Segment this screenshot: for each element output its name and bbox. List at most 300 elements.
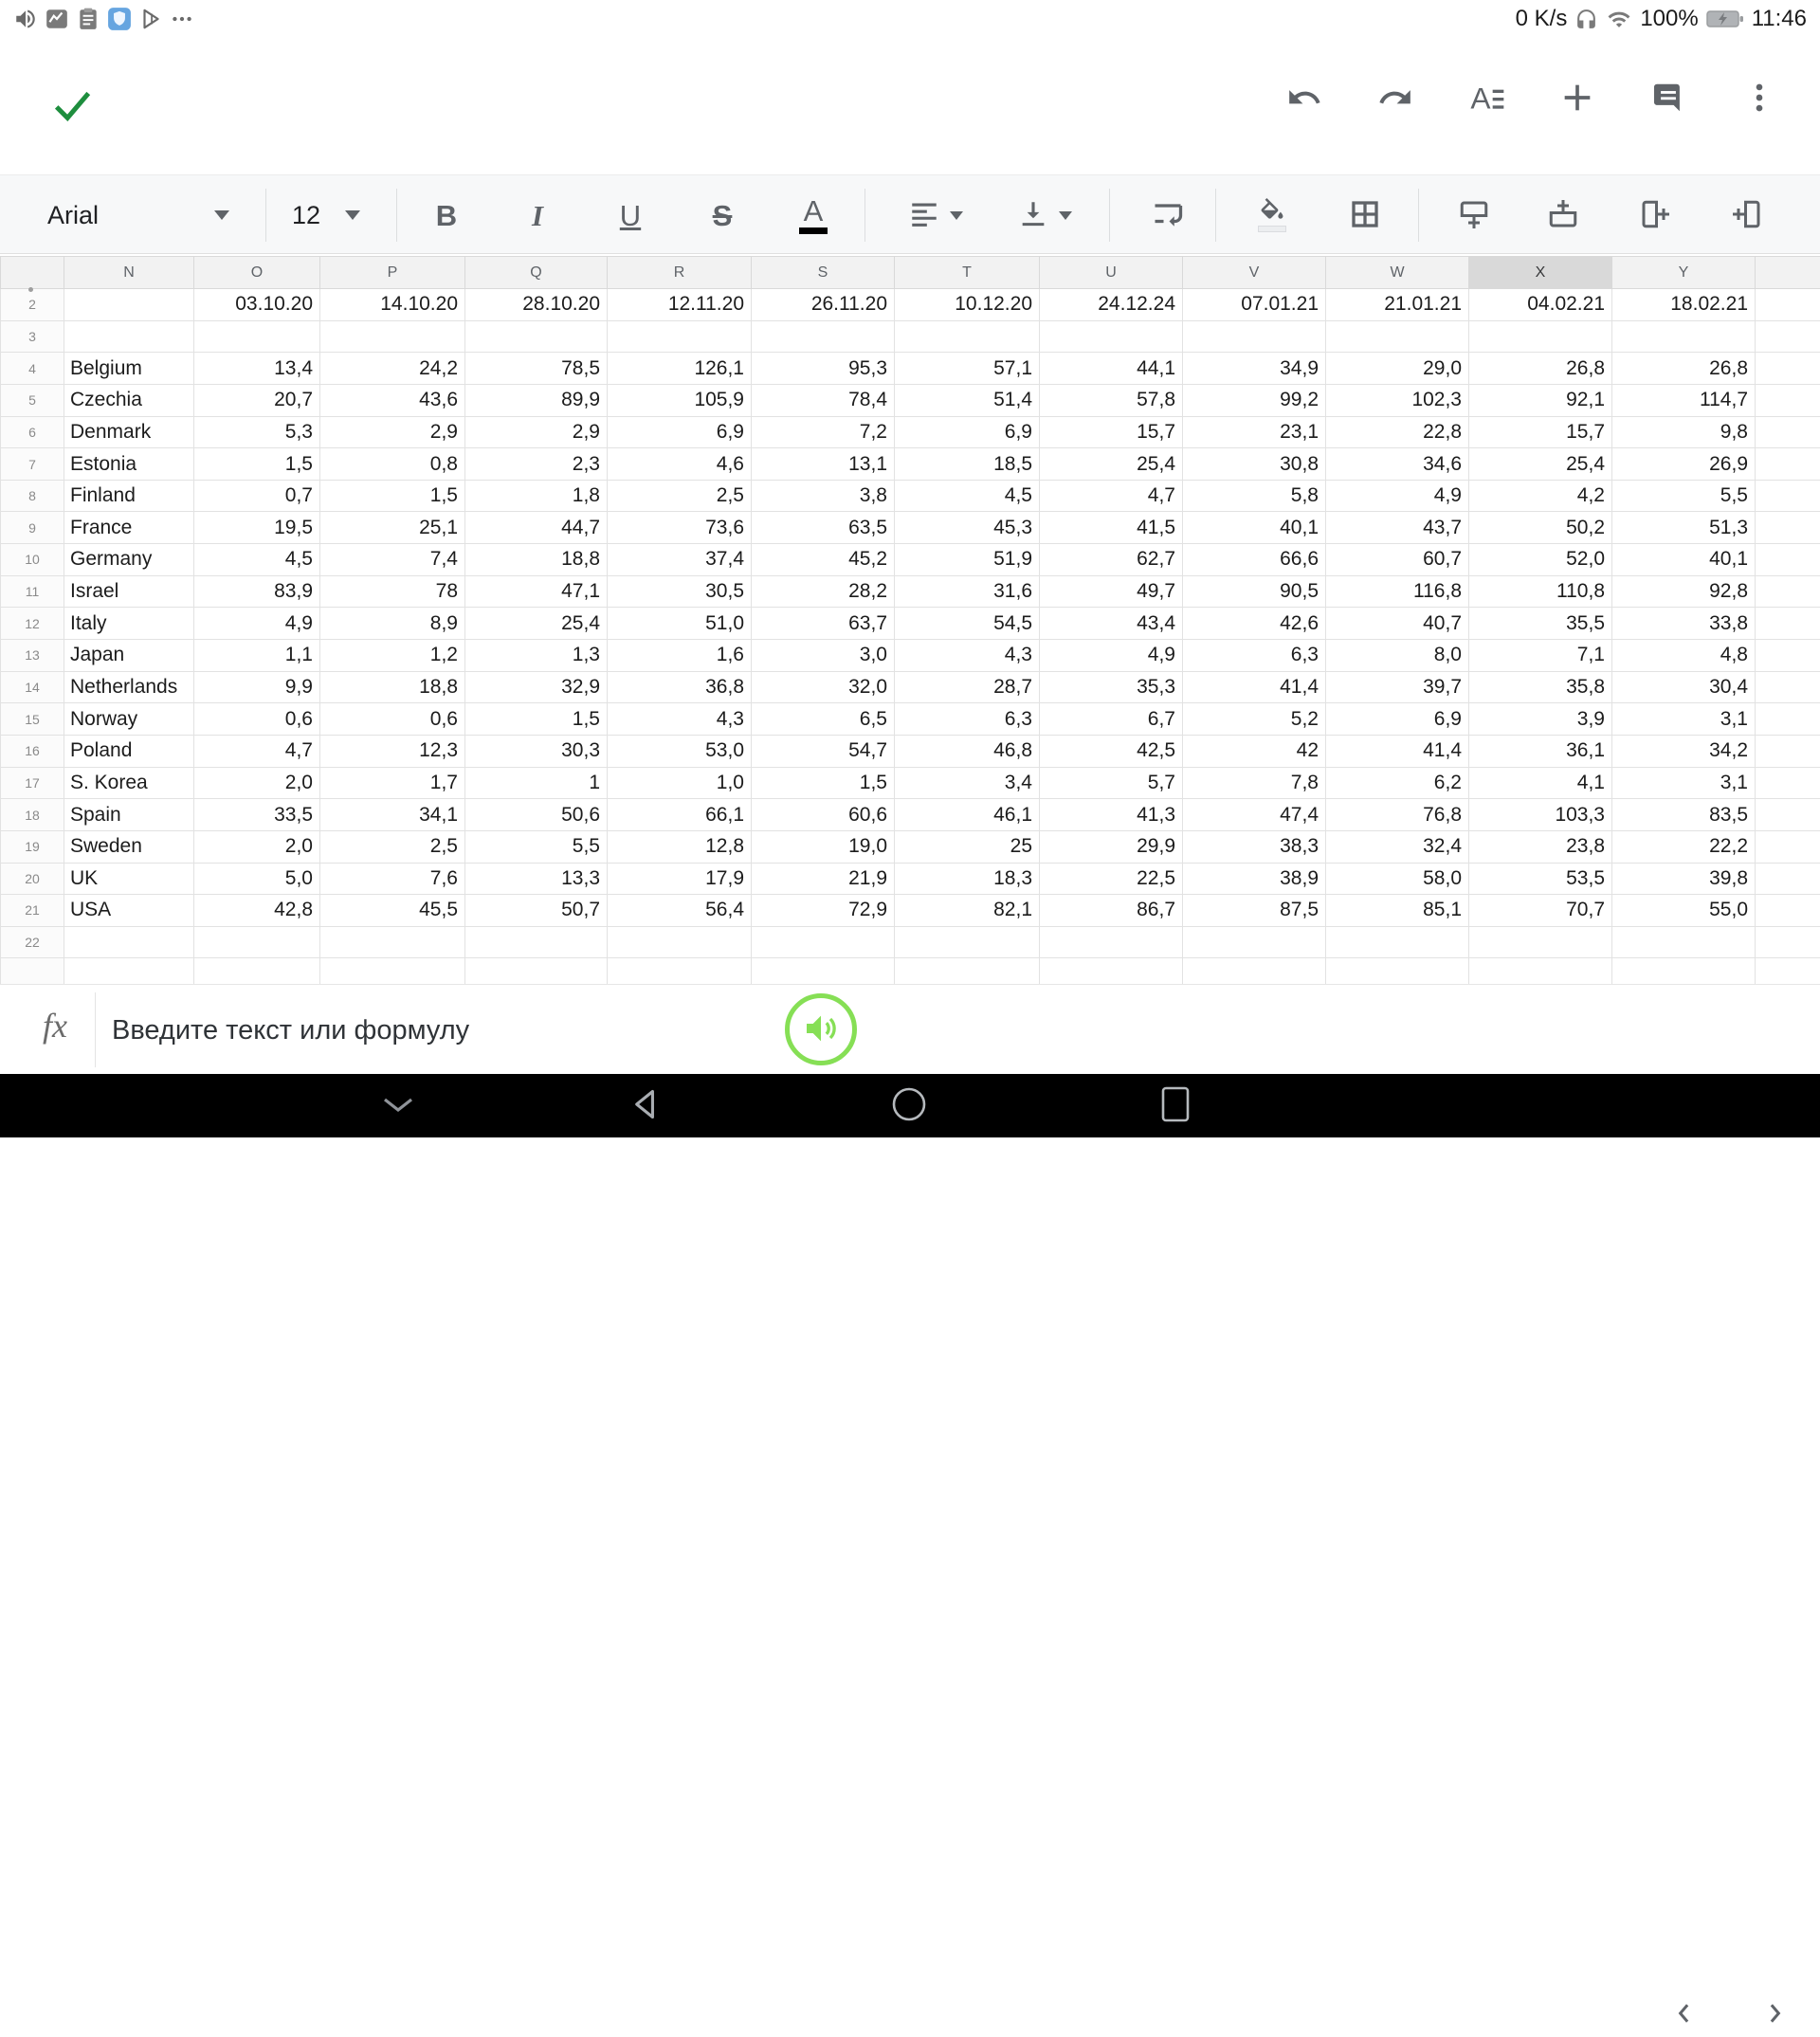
cell[interactable]: 50,6	[465, 799, 608, 831]
cell[interactable]	[1183, 926, 1326, 958]
cell[interactable]: 1,5	[465, 703, 608, 736]
cell[interactable]: 9,9	[194, 671, 320, 703]
cell[interactable]	[1326, 320, 1469, 353]
borders-button[interactable]	[1342, 192, 1388, 238]
cell[interactable]: 7,1	[1469, 640, 1612, 672]
row-header-22[interactable]: 22	[1, 926, 64, 958]
cell[interactable]	[895, 320, 1040, 353]
cell[interactable]: 3,1	[1612, 703, 1756, 736]
cell[interactable]: 1,5	[194, 448, 320, 481]
cell[interactable]: 13,1	[752, 448, 895, 481]
cell[interactable]: 26,8	[1469, 353, 1612, 385]
cell[interactable]	[1756, 608, 1820, 640]
cell[interactable]	[752, 926, 895, 958]
cell[interactable]: 58,0	[1326, 863, 1469, 895]
cell[interactable]: 10.12.20	[895, 289, 1040, 321]
cell[interactable]: 12.11.20	[608, 289, 752, 321]
fill-color-button[interactable]	[1249, 192, 1295, 238]
column-header-P[interactable]: P	[320, 257, 465, 289]
cell[interactable]: 43,7	[1326, 512, 1469, 544]
align-button[interactable]	[892, 192, 979, 238]
cell[interactable]	[1612, 320, 1756, 353]
cell[interactable]	[608, 958, 752, 984]
cell[interactable]: 7,2	[752, 416, 895, 448]
cell[interactable]: 40,7	[1326, 608, 1469, 640]
cell[interactable]: 29,9	[1040, 830, 1183, 863]
cell[interactable]: 15,7	[1469, 416, 1612, 448]
cell[interactable]	[1756, 353, 1820, 385]
cell[interactable]: 34,2	[1612, 735, 1756, 767]
cell[interactable]: 92,8	[1612, 575, 1756, 608]
cell[interactable]: 4,8	[1612, 640, 1756, 672]
column-header-T[interactable]: T	[895, 257, 1040, 289]
cell[interactable]: 1,0	[608, 767, 752, 799]
cell[interactable]	[1756, 863, 1820, 895]
cell[interactable]: 6,7	[1040, 703, 1183, 736]
cell[interactable]: 6,9	[608, 416, 752, 448]
cell[interactable]	[465, 320, 608, 353]
cell[interactable]: 73,6	[608, 512, 752, 544]
cell[interactable]: 87,5	[1183, 895, 1326, 927]
cell[interactable]: 7,8	[1183, 767, 1326, 799]
cell[interactable]: 37,4	[608, 544, 752, 576]
insert-column-right-button[interactable]	[1724, 192, 1770, 238]
cell[interactable]: 24.12.24	[1040, 289, 1183, 321]
cell[interactable]: 90,5	[1183, 575, 1326, 608]
cell[interactable]: 2,5	[608, 480, 752, 512]
cell[interactable]	[64, 926, 194, 958]
cell[interactable]	[1183, 958, 1326, 984]
cell[interactable]: 1,3	[465, 640, 608, 672]
cell[interactable]: 63,7	[752, 608, 895, 640]
cell[interactable]: S. Korea	[64, 767, 194, 799]
cell[interactable]: 3,8	[752, 480, 895, 512]
row-header-19[interactable]: 19	[1, 830, 64, 863]
cell[interactable]: 6,3	[895, 703, 1040, 736]
cell[interactable]	[752, 958, 895, 984]
cell[interactable]: 8,9	[320, 608, 465, 640]
cell[interactable]	[1469, 320, 1612, 353]
cell[interactable]: 2,0	[194, 830, 320, 863]
cell[interactable]: 5,5	[465, 830, 608, 863]
cell[interactable]	[1756, 926, 1820, 958]
row-header-2[interactable]: 2	[1, 289, 64, 321]
cell[interactable]: 5,3	[194, 416, 320, 448]
cell[interactable]: 45,5	[320, 895, 465, 927]
cell[interactable]: 47,4	[1183, 799, 1326, 831]
row-header-8[interactable]: 8	[1, 480, 64, 512]
cell[interactable]: Italy	[64, 608, 194, 640]
cell[interactable]: 23,1	[1183, 416, 1326, 448]
cell[interactable]: 12,3	[320, 735, 465, 767]
cell[interactable]: 39,8	[1612, 863, 1756, 895]
cell[interactable]: 4,9	[1326, 480, 1469, 512]
cell[interactable]	[1756, 512, 1820, 544]
cell[interactable]: Czechia	[64, 384, 194, 416]
cell[interactable]	[64, 289, 194, 321]
cell[interactable]: 28,7	[895, 671, 1040, 703]
cell[interactable]: 9,8	[1612, 416, 1756, 448]
cell[interactable]: 49,7	[1040, 575, 1183, 608]
cell[interactable]: 116,8	[1326, 575, 1469, 608]
cell[interactable]: 78	[320, 575, 465, 608]
cell[interactable]: 0,7	[194, 480, 320, 512]
font-family-selector[interactable]	[38, 192, 239, 238]
back-button[interactable]	[609, 1074, 684, 1137]
insert-row-above-button[interactable]	[1540, 192, 1586, 238]
cell[interactable]: 4,3	[608, 703, 752, 736]
cell[interactable]: 76,8	[1326, 799, 1469, 831]
column-header-Q[interactable]: Q	[465, 257, 608, 289]
cell[interactable]: Denmark	[64, 416, 194, 448]
cell[interactable]: 13,4	[194, 353, 320, 385]
cell[interactable]: 42,6	[1183, 608, 1326, 640]
cell[interactable]: 28,2	[752, 575, 895, 608]
cell[interactable]: 54,7	[752, 735, 895, 767]
cell[interactable]: 102,3	[1326, 384, 1469, 416]
cell[interactable]	[64, 320, 194, 353]
cell[interactable]	[1756, 575, 1820, 608]
cell[interactable]	[1756, 830, 1820, 863]
cell[interactable]: 07.01.21	[1183, 289, 1326, 321]
next-cell-button[interactable]	[1752, 1992, 1797, 2037]
cell[interactable]: 31,6	[895, 575, 1040, 608]
cell[interactable]: 2,0	[194, 767, 320, 799]
cell[interactable]	[1469, 926, 1612, 958]
cell[interactable]: 4,1	[1469, 767, 1612, 799]
cell[interactable]: 46,1	[895, 799, 1040, 831]
cell[interactable]	[1040, 320, 1183, 353]
cell[interactable]	[194, 926, 320, 958]
cell[interactable]: 15,7	[1040, 416, 1183, 448]
more-menu-button[interactable]	[1737, 76, 1782, 121]
cell[interactable]: 8,0	[1326, 640, 1469, 672]
cell[interactable]: 83,9	[194, 575, 320, 608]
cell[interactable]	[1756, 895, 1820, 927]
cell[interactable]: 4,5	[895, 480, 1040, 512]
cell[interactable]: 38,3	[1183, 830, 1326, 863]
column-header-S[interactable]: S	[752, 257, 895, 289]
cell[interactable]	[194, 320, 320, 353]
cell[interactable]: 6,2	[1326, 767, 1469, 799]
cell[interactable]: 43,6	[320, 384, 465, 416]
done-button[interactable]	[49, 83, 95, 129]
row-header-3[interactable]: 3	[1, 320, 64, 353]
cell[interactable]: 3,1	[1612, 767, 1756, 799]
cell[interactable]: 5,7	[1040, 767, 1183, 799]
cell[interactable]: 14.10.20	[320, 289, 465, 321]
cell[interactable]	[608, 926, 752, 958]
cell[interactable]: 1,2	[320, 640, 465, 672]
cell[interactable]: 72,9	[752, 895, 895, 927]
cell[interactable]: 30,4	[1612, 671, 1756, 703]
cell[interactable]: 0,6	[194, 703, 320, 736]
cell[interactable]: 34,9	[1183, 353, 1326, 385]
row-header-16[interactable]: 16	[1, 735, 64, 767]
cell[interactable]: 5,5	[1612, 480, 1756, 512]
cell[interactable]: 34,1	[320, 799, 465, 831]
cell[interactable]: Israel	[64, 575, 194, 608]
cell[interactable]: 6,3	[1183, 640, 1326, 672]
cell[interactable]: 51,3	[1612, 512, 1756, 544]
cell[interactable]: 40,1	[1183, 512, 1326, 544]
column-header-X[interactable]: X	[1469, 257, 1612, 289]
cell[interactable]: 70,7	[1469, 895, 1612, 927]
cell[interactable]	[1756, 767, 1820, 799]
cell[interactable]: 18,8	[465, 544, 608, 576]
prev-cell-button[interactable]	[1662, 1992, 1707, 2037]
cell[interactable]: 126,1	[608, 353, 752, 385]
cell[interactable]: 2,3	[465, 448, 608, 481]
cell[interactable]: 44,1	[1040, 353, 1183, 385]
cell[interactable]: 54,5	[895, 608, 1040, 640]
cell[interactable]: 4,9	[194, 608, 320, 640]
cell[interactable]: 42	[1183, 735, 1326, 767]
cell[interactable]: 42,5	[1040, 735, 1183, 767]
cell[interactable]: 7,4	[320, 544, 465, 576]
text-format-button[interactable]	[1464, 76, 1509, 121]
cell[interactable]: 1,6	[608, 640, 752, 672]
cell[interactable]: 57,1	[895, 353, 1040, 385]
cell[interactable]	[194, 958, 320, 984]
cell[interactable]: 56,4	[608, 895, 752, 927]
cell[interactable]: 0,6	[320, 703, 465, 736]
cell[interactable]: 22,5	[1040, 863, 1183, 895]
cell[interactable]: Netherlands	[64, 671, 194, 703]
cell[interactable]: 82,1	[895, 895, 1040, 927]
cell[interactable]: 1,7	[320, 767, 465, 799]
cell[interactable]: 45,3	[895, 512, 1040, 544]
cell[interactable]	[1756, 448, 1820, 481]
cell[interactable]: 25,1	[320, 512, 465, 544]
font-size-selector[interactable]	[281, 192, 372, 238]
cell[interactable]: 6,9	[1326, 703, 1469, 736]
cell[interactable]: USA	[64, 895, 194, 927]
column-header-V[interactable]: V	[1183, 257, 1326, 289]
cell[interactable]: 03.10.20	[194, 289, 320, 321]
cell[interactable]: 41,4	[1183, 671, 1326, 703]
cell[interactable]: 5,2	[1183, 703, 1326, 736]
cell[interactable]: 42,8	[194, 895, 320, 927]
cell[interactable]: 3,0	[752, 640, 895, 672]
undo-button[interactable]	[1282, 76, 1327, 121]
cell[interactable]	[1326, 958, 1469, 984]
cell[interactable]: 26,9	[1612, 448, 1756, 481]
cell[interactable]: 1,1	[194, 640, 320, 672]
cell[interactable]: 32,9	[465, 671, 608, 703]
text-wrap-button[interactable]	[1145, 192, 1191, 238]
underline-button[interactable]	[608, 192, 653, 238]
cell[interactable]: 5,0	[194, 863, 320, 895]
cell[interactable]: Sweden	[64, 830, 194, 863]
cell[interactable]	[1040, 926, 1183, 958]
cell[interactable]: 41,4	[1326, 735, 1469, 767]
cell[interactable]: 78,4	[752, 384, 895, 416]
column-header-O[interactable]: O	[194, 257, 320, 289]
cell[interactable]: 51,4	[895, 384, 1040, 416]
column-header-U[interactable]: U	[1040, 257, 1183, 289]
column-header-partial[interactable]	[1756, 257, 1820, 289]
cell[interactable]: 30,8	[1183, 448, 1326, 481]
row-header-6[interactable]: 6	[1, 416, 64, 448]
text-to-speech-button[interactable]	[785, 993, 857, 1065]
comment-button[interactable]	[1646, 76, 1691, 121]
cell[interactable]: 103,3	[1469, 799, 1612, 831]
cell[interactable]: UK	[64, 863, 194, 895]
recents-button[interactable]	[1138, 1074, 1213, 1137]
home-button[interactable]	[871, 1074, 947, 1137]
cell[interactable]: 4,6	[608, 448, 752, 481]
row-header-20[interactable]: 20	[1, 863, 64, 895]
cell[interactable]: 45,2	[752, 544, 895, 576]
cell[interactable]	[465, 958, 608, 984]
cell[interactable]: 22,2	[1612, 830, 1756, 863]
cell[interactable]: 18,8	[320, 671, 465, 703]
cell[interactable]	[1756, 544, 1820, 576]
cell[interactable]: 0,8	[320, 448, 465, 481]
row-header-15[interactable]: 15	[1, 703, 64, 736]
cell[interactable]: 4,5	[194, 544, 320, 576]
cell[interactable]: 2,9	[465, 416, 608, 448]
cell[interactable]: Norway	[64, 703, 194, 736]
row-header-9[interactable]: 9	[1, 512, 64, 544]
cell[interactable]: 35,5	[1469, 608, 1612, 640]
cell[interactable]	[1756, 320, 1820, 353]
cell[interactable]: 4,7	[1040, 480, 1183, 512]
cell[interactable]: 18.02.21	[1612, 289, 1756, 321]
row-header-5[interactable]: 5	[1, 384, 64, 416]
cell[interactable]: 3,9	[1469, 703, 1612, 736]
cell[interactable]	[895, 926, 1040, 958]
row-header-14[interactable]: 14	[1, 671, 64, 703]
cell[interactable]: Germany	[64, 544, 194, 576]
cell[interactable]: 1,5	[752, 767, 895, 799]
cell[interactable]: 36,8	[608, 671, 752, 703]
cell[interactable]: 25,4	[465, 608, 608, 640]
cell[interactable]: 04.02.21	[1469, 289, 1612, 321]
cell[interactable]: 23,8	[1469, 830, 1612, 863]
column-header-N[interactable]: N	[64, 257, 194, 289]
cell[interactable]: 30,3	[465, 735, 608, 767]
cell[interactable]: 51,0	[608, 608, 752, 640]
cell[interactable]: 105,9	[608, 384, 752, 416]
cell[interactable]: 19,0	[752, 830, 895, 863]
redo-button[interactable]	[1373, 76, 1418, 121]
cell[interactable]: 41,5	[1040, 512, 1183, 544]
cell[interactable]	[1326, 926, 1469, 958]
cell[interactable]: Estonia	[64, 448, 194, 481]
cell[interactable]: 35,3	[1040, 671, 1183, 703]
cell[interactable]: 34,6	[1326, 448, 1469, 481]
cell[interactable]: 32,0	[752, 671, 895, 703]
cell[interactable]: France	[64, 512, 194, 544]
cell[interactable]: 99,2	[1183, 384, 1326, 416]
cell[interactable]: 50,7	[465, 895, 608, 927]
cell[interactable]: 89,9	[465, 384, 608, 416]
cell[interactable]: 21.01.21	[1326, 289, 1469, 321]
cell[interactable]: 53,0	[608, 735, 752, 767]
cell[interactable]	[1756, 735, 1820, 767]
cell[interactable]: 13,3	[465, 863, 608, 895]
insert-column-left-button[interactable]	[1632, 192, 1678, 238]
cell[interactable]: 53,5	[1469, 863, 1612, 895]
formula-input[interactable]	[110, 1008, 701, 1053]
column-header-W[interactable]: W	[1326, 257, 1469, 289]
cell[interactable]: 25	[895, 830, 1040, 863]
cell[interactable]: 17,9	[608, 863, 752, 895]
row-header-17[interactable]: 17	[1, 767, 64, 799]
cell[interactable]	[1756, 671, 1820, 703]
cell[interactable]	[1612, 958, 1756, 984]
cell[interactable]: 18,5	[895, 448, 1040, 481]
cell[interactable]: 25,4	[1469, 448, 1612, 481]
row-header-7[interactable]: 7	[1, 448, 64, 481]
cell[interactable]: 85,1	[1326, 895, 1469, 927]
cell[interactable]: 38,9	[1183, 863, 1326, 895]
cell[interactable]: 4,9	[1040, 640, 1183, 672]
cell[interactable]: 55,0	[1612, 895, 1756, 927]
cell[interactable]: 1,8	[465, 480, 608, 512]
cell[interactable]: 26,8	[1612, 353, 1756, 385]
cell[interactable]: Japan	[64, 640, 194, 672]
cell[interactable]: 110,8	[1469, 575, 1612, 608]
cell[interactable]	[1469, 958, 1612, 984]
cell[interactable]: 114,7	[1612, 384, 1756, 416]
corner-cell[interactable]	[1, 257, 64, 289]
cell[interactable]: 40,1	[1612, 544, 1756, 576]
cell[interactable]: 18,3	[895, 863, 1040, 895]
cell[interactable]: 26.11.20	[752, 289, 895, 321]
row-header-partial[interactable]	[1, 958, 64, 984]
cell[interactable]: 92,1	[1469, 384, 1612, 416]
cell[interactable]: 12,8	[608, 830, 752, 863]
cell[interactable]: 3,4	[895, 767, 1040, 799]
cell[interactable]	[1756, 799, 1820, 831]
cell[interactable]: 29,0	[1326, 353, 1469, 385]
collapse-keyboard-button[interactable]	[360, 1074, 436, 1137]
cell[interactable]	[1756, 289, 1820, 321]
text-color-button[interactable]	[791, 192, 836, 238]
cell[interactable]	[1756, 416, 1820, 448]
cell[interactable]	[320, 926, 465, 958]
cell[interactable]: 83,5	[1612, 799, 1756, 831]
row-header-11[interactable]: 11	[1, 575, 64, 608]
cell[interactable]: 4,3	[895, 640, 1040, 672]
cell[interactable]	[895, 958, 1040, 984]
column-header-Y[interactable]: Y	[1612, 257, 1756, 289]
cell[interactable]	[1756, 480, 1820, 512]
cell[interactable]: 60,6	[752, 799, 895, 831]
cell[interactable]: 63,5	[752, 512, 895, 544]
cell[interactable]: 46,8	[895, 735, 1040, 767]
cell[interactable]: 25,4	[1040, 448, 1183, 481]
cell[interactable]: 5,8	[1183, 480, 1326, 512]
cell[interactable]: 33,5	[194, 799, 320, 831]
bold-button[interactable]	[424, 192, 469, 238]
cell[interactable]: 1,5	[320, 480, 465, 512]
cell[interactable]: 39,7	[1326, 671, 1469, 703]
cell[interactable]: 2,5	[320, 830, 465, 863]
cell[interactable]	[1183, 320, 1326, 353]
cell[interactable]: 78,5	[465, 353, 608, 385]
cell[interactable]	[752, 320, 895, 353]
column-header-R[interactable]: R	[608, 257, 752, 289]
cell[interactable]: 36,1	[1469, 735, 1612, 767]
cell[interactable]	[320, 320, 465, 353]
row-header-10[interactable]: 10	[1, 544, 64, 576]
cell[interactable]: 44,7	[465, 512, 608, 544]
cell[interactable]	[1756, 384, 1820, 416]
